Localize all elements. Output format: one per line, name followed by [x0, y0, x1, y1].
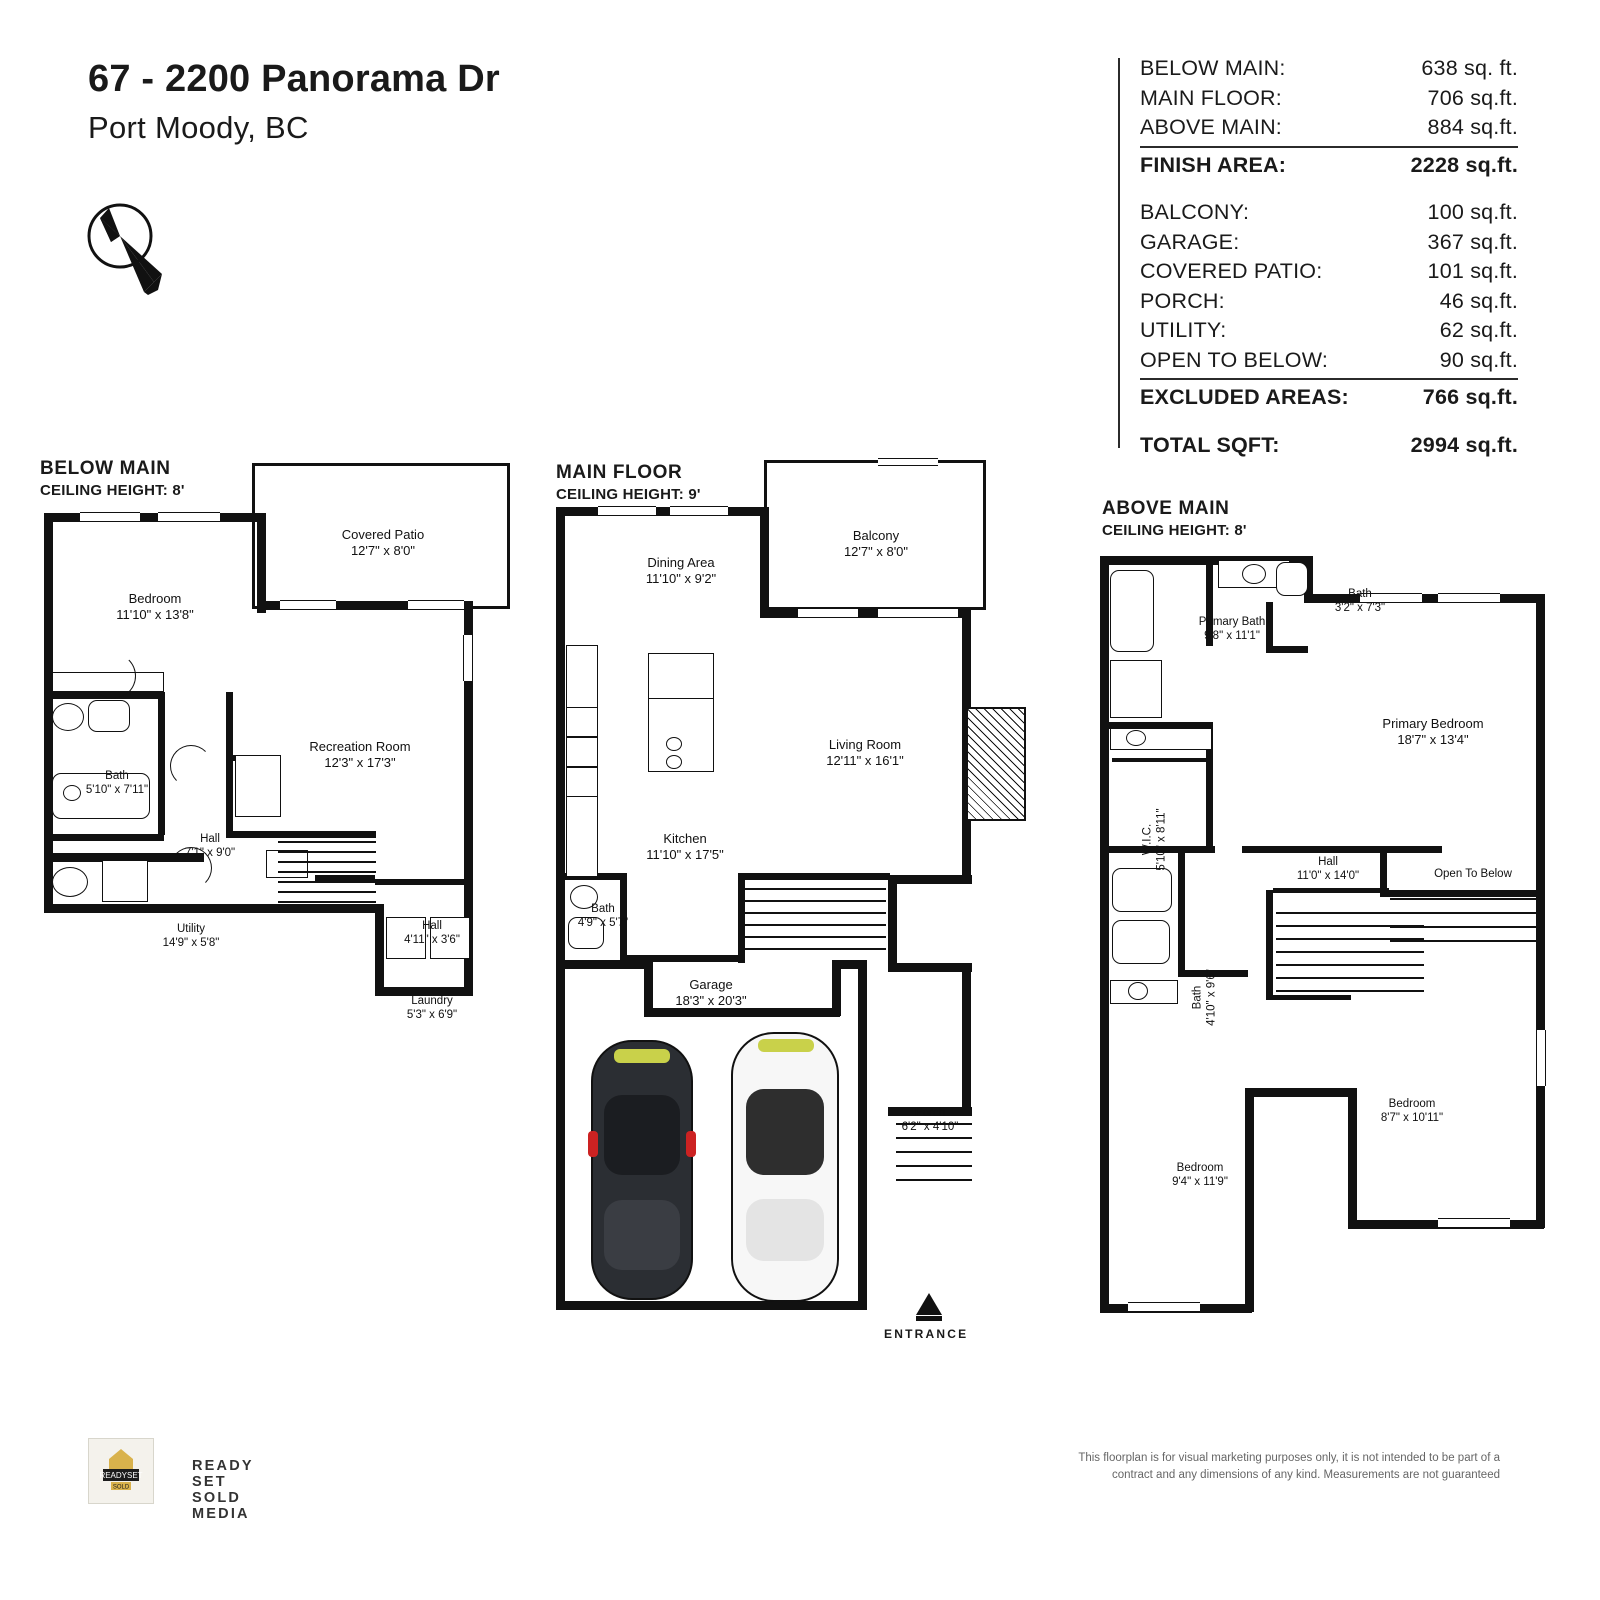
floorplan-above-main	[1090, 490, 1570, 1320]
floor-heading-above-main: ABOVE MAIN CEILING HEIGHT: 8'	[1102, 498, 1247, 539]
north-arrow-icon	[78, 196, 178, 306]
brand-logo	[88, 1438, 254, 1522]
room-label-dining-area: Dining Area 11'10" x 9'2"	[645, 555, 717, 586]
room-label-bath: Bath 5'10" x 7'11"	[85, 770, 149, 796]
area-summary-table	[1118, 54, 1518, 460]
area-row: UTILITY: 62 sq.ft.	[1140, 318, 1518, 342]
room-label-open-to-below: Open To Below	[1434, 868, 1512, 880]
room-label-hall: Hall 7'1" x 9'0"	[184, 833, 236, 859]
room-label-bath: Bath 4'9" x 5'7"	[577, 903, 629, 929]
area-row: PORCH: 46 sq.ft.	[1140, 288, 1518, 313]
room-label-bath-2: Bath 4'10" x 9'6"	[1191, 969, 1217, 1026]
room-label-primary-bath: Primary Bath 9'8" x 11'1"	[1198, 616, 1266, 642]
room-label-utility: Utility 14'9" x 5'8"	[162, 923, 220, 949]
area-row-finish: FINISH AREA: 2228 sq.ft.	[1140, 152, 1518, 177]
room-label-wic: W.I.C. 5'10" x 8'11"	[1141, 808, 1167, 871]
room-label-living-room: Living Room 12'11" x 16'1"	[826, 737, 904, 768]
room-label-covered-patio: Covered Patio 12'7" x 8'0"	[341, 527, 425, 558]
table-divider	[1118, 58, 1120, 448]
floor-heading-main-floor: MAIN FLOOR CEILING HEIGHT: 9'	[556, 462, 701, 503]
area-row: GARAGE: 367 sq.ft.	[1140, 229, 1518, 254]
room-label-hall: Hall 11'0" x 14'0"	[1296, 856, 1360, 882]
disclaimer-text: This floorplan is for visual marketing purposes only, it is not intended to be part of a contract and any dimensions of any kind. Measurements are not guaranteed	[1078, 1452, 1500, 1481]
room-label-bath: Bath 3'2" x 7'3"	[1334, 588, 1386, 614]
room-label-kitchen: Kitchen 11'10" x 17'5"	[646, 831, 724, 862]
floor-heading-below-main: BELOW MAIN CEILING HEIGHT: 8'	[40, 458, 185, 499]
room-label-bedroom-3: Bedroom 9'4" x 11'9"	[1172, 1162, 1228, 1188]
room-label-primary-bedroom: Primary Bedroom 18'7" x 13'4"	[1382, 716, 1484, 747]
room-label-laundry: Laundry 5'3" x 6'9"	[406, 995, 458, 1021]
area-row-total: TOTAL SQFT: 2994 sq.ft.	[1140, 432, 1518, 457]
room-label-balcony: Balcony 12'7" x 8'0"	[843, 528, 909, 559]
room-label-porch: Porch 6'2" x 4'10"	[901, 1107, 959, 1133]
area-row: ABOVE MAIN: 884 sq.ft.	[1140, 115, 1518, 139]
area-row: BALCONY: 100 sq.ft.	[1140, 200, 1518, 224]
area-row-excluded: EXCLUDED AREAS: 766 sq.ft.	[1140, 385, 1518, 409]
title-block	[88, 58, 500, 148]
room-label-hall-2: Hall 4'11" x 3'6"	[404, 920, 460, 946]
svg-text:READYSET: READYSET	[99, 1471, 143, 1480]
rule	[1140, 378, 1518, 380]
room-label-bedroom-2: Bedroom 8'7" x 10'11"	[1380, 1098, 1444, 1124]
logo-mark-icon	[88, 1438, 154, 1504]
brand-name: READY SET SOLD MEDIA	[192, 1458, 254, 1522]
rule	[1140, 146, 1518, 148]
page-title: 67 - 2200 Panorama Dr	[88, 58, 500, 100]
room-label-recreation-room: Recreation Room 12'3" x 17'3"	[309, 739, 411, 770]
area-row: OPEN TO BELOW: 90 sq.ft.	[1140, 347, 1518, 372]
area-row: COVERED PATIO: 101 sq.ft.	[1140, 259, 1518, 283]
floorplan-below-main	[30, 455, 500, 1095]
entrance-arrow-icon	[916, 1293, 942, 1321]
car-dark-icon	[584, 1035, 700, 1305]
floorplan-main-floor	[548, 455, 1018, 1345]
entrance-label: ENTRANCE	[884, 1327, 969, 1341]
area-row: BELOW MAIN: 638 sq. ft.	[1140, 56, 1518, 80]
room-label-bedroom: Bedroom 11'10" x 13'8"	[116, 591, 194, 622]
room-label-garage: Garage 18'3" x 20'3"	[675, 977, 747, 1008]
car-white-icon	[724, 1027, 846, 1307]
svg-text:SOLD: SOLD	[112, 1484, 130, 1491]
page-subtitle: Port Moody, BC	[88, 109, 309, 145]
area-row: MAIN FLOOR: 706 sq.ft.	[1140, 85, 1518, 110]
